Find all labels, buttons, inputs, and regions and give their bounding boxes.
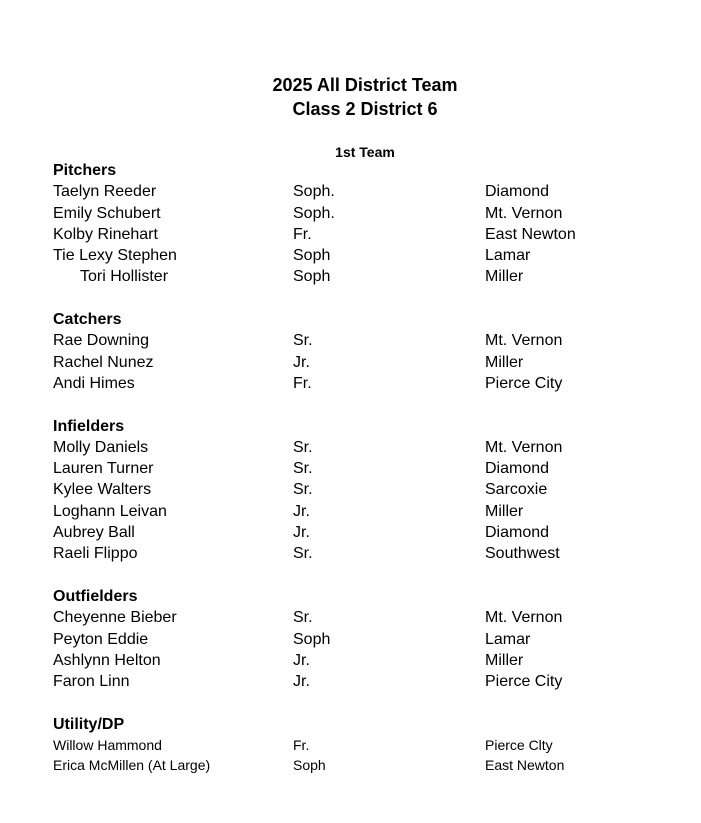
player-school: Pierce Clty (485, 737, 553, 754)
section-spacer (53, 565, 673, 586)
section-heading: Utility/DP (53, 715, 125, 733)
player-name: Loghann Leivan (53, 502, 167, 520)
player-name: Molly Daniels (53, 438, 149, 456)
player-row (53, 330, 673, 351)
section-utility-dp (53, 714, 673, 775)
player-school: Miller (485, 651, 524, 669)
player-school: Pierce City (485, 374, 563, 392)
player-row (53, 479, 673, 500)
player-year: Sr. (293, 481, 313, 499)
player-name: Rachel Nunez (53, 353, 154, 371)
player-row (53, 437, 673, 458)
player-year: Jr. (293, 524, 310, 542)
player-year: Fr. (293, 225, 312, 243)
player-school: Lamar (485, 630, 531, 648)
section-heading: Pitchers (53, 162, 117, 179)
team-label: 1st Team (335, 144, 395, 160)
player-school: Mt. Vernon (485, 609, 563, 627)
player-row (53, 352, 673, 373)
player-row (53, 671, 673, 692)
player-year: Sr. (293, 460, 313, 478)
section-heading: Outfielders (53, 587, 138, 605)
player-year: Jr. (293, 651, 310, 669)
player-name: Rae Downing (53, 332, 150, 350)
section-heading: Infielders (53, 417, 125, 435)
player-school: East Newton (485, 225, 576, 243)
player-name: Peyton Eddie (53, 630, 149, 648)
player-year: Soph (293, 247, 331, 265)
player-school: Mt. Vernon (485, 438, 563, 456)
player-school: Diamond (485, 524, 550, 542)
player-row (53, 607, 673, 628)
player-name: Willow Hammond (53, 737, 162, 754)
player-row (53, 650, 673, 671)
player-year: Fr. (293, 374, 312, 392)
player-name: Raeli Flippo (53, 545, 138, 563)
player-school: Lamar (485, 247, 531, 265)
player-name: Taelyn Reeder (53, 183, 157, 201)
player-row (53, 181, 673, 202)
player-year: Sr. (293, 438, 313, 456)
player-row (53, 373, 673, 394)
player-name: Faron Linn (53, 673, 130, 691)
player-name: Kylee Walters (53, 481, 152, 499)
document-title (0, 73, 701, 121)
section-outfielders (53, 586, 673, 692)
player-year: Jr. (293, 353, 310, 371)
player-name: Emily Schubert (53, 204, 161, 222)
player-school: Diamond (485, 460, 550, 478)
player-name: Ashlynn Helton (53, 651, 161, 669)
player-year: Soph (293, 757, 326, 774)
section-catchers (53, 309, 673, 394)
player-school: Mt. Vernon (485, 332, 563, 350)
player-year: Soph. (293, 204, 335, 222)
title-line-2: Class 2 District 6 (292, 99, 438, 119)
player-year: Soph (293, 268, 331, 286)
section-infielders (53, 416, 673, 565)
player-row (53, 224, 673, 245)
player-school: Southwest (485, 545, 560, 563)
player-name: Tori Hollister (80, 268, 169, 286)
player-name: Andi Himes (53, 374, 135, 392)
player-year: Soph. (293, 183, 335, 201)
player-school: Miller (485, 268, 524, 286)
player-row (53, 501, 673, 522)
player-year: Soph (293, 630, 331, 648)
player-name: Tie Lexy Stephen (53, 247, 177, 265)
player-school: Miller (485, 353, 524, 371)
player-school: Pierce City (485, 673, 563, 691)
title-line-1: 2025 All District Team (272, 75, 458, 95)
section-heading: Catchers (53, 311, 122, 329)
player-row (53, 735, 673, 755)
player-year: Fr. (293, 737, 310, 754)
player-row (53, 203, 673, 224)
section-pitchers (53, 160, 673, 288)
player-school: Diamond (485, 183, 550, 201)
player-school: Sarcoxie (485, 481, 548, 499)
player-school: Miller (485, 502, 524, 520)
player-row (53, 266, 673, 287)
player-row (53, 755, 673, 775)
player-name: Lauren Turner (53, 460, 154, 478)
player-name: Aubrey Ball (53, 524, 135, 542)
player-row (53, 458, 673, 479)
player-year: Jr. (293, 502, 310, 520)
player-name: Kolby Rinehart (53, 225, 158, 243)
player-year: Sr. (293, 332, 313, 350)
roster (53, 160, 673, 775)
player-year: Sr. (293, 609, 313, 627)
player-year: Sr. (293, 545, 313, 563)
player-name: Erica McMillen (At Large) (53, 757, 211, 774)
player-row (53, 543, 673, 564)
player-row (53, 522, 673, 543)
player-school: Mt. Vernon (485, 204, 563, 222)
section-spacer (53, 288, 673, 309)
player-row (53, 629, 673, 650)
player-year: Jr. (293, 673, 310, 691)
player-row (53, 245, 673, 266)
player-name: Cheyenne Bieber (53, 609, 177, 627)
section-spacer (53, 692, 673, 713)
section-spacer (53, 394, 673, 415)
player-school: East Newton (485, 757, 565, 774)
